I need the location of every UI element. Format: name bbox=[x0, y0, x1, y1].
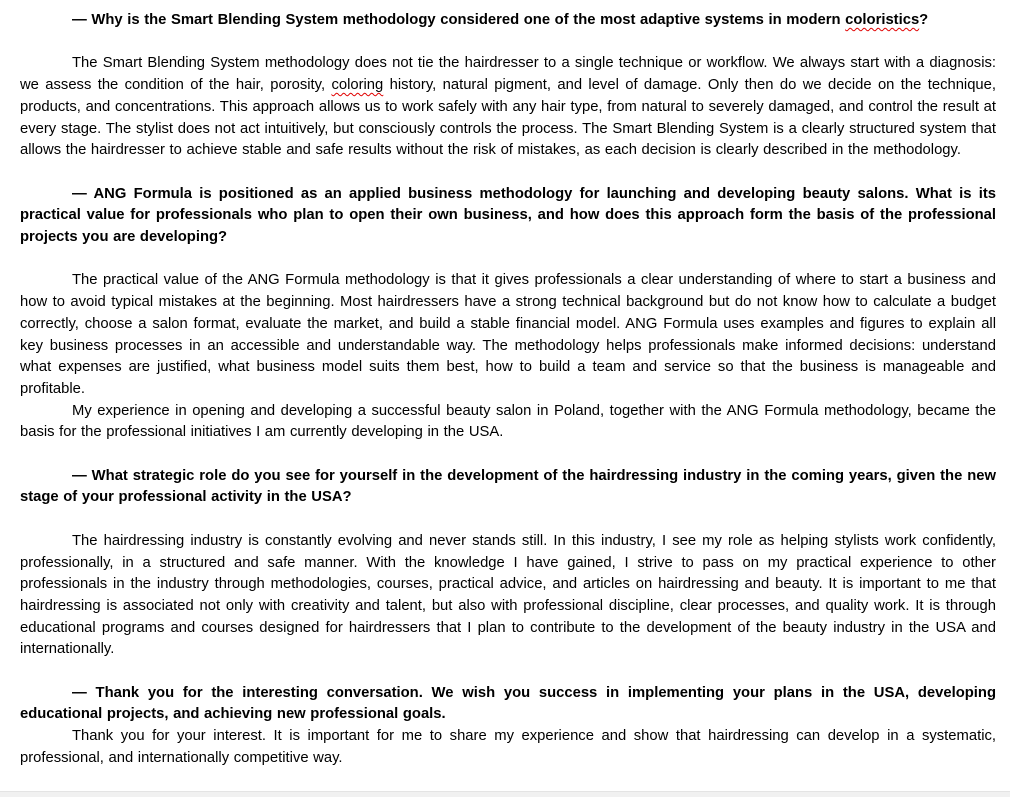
text-run: — Thank you for the interesting conversation. We wish you success in implementing your plans in the USA, developing educational projects, and achieving new professional goals. bbox=[20, 684, 996, 723]
answer-paragraph bbox=[20, 726, 996, 769]
text-run: The Smart Blending System methodology does not tie the hairdresser to a single technique or workflow. We always start with a diagnosis: we assess the condition of the hair, porosity, bbox=[20, 55, 996, 94]
question-paragraph bbox=[20, 683, 996, 726]
text-run: history, natural pigment, and level of damage. Only then do we decide on the technique, products, and concentrations. This approach allows us to work safely with any hair type, from natural to severely damaged, and control the result at every stage. The stylist does not act intuitively, but consciously controls the process. The Smart Blending System is a clearly structured system that allows the hairdresser to achieve stable and safe results without the risk of mistakes, as each decision is clearly described in the methodology. bbox=[20, 77, 997, 159]
question-paragraph bbox=[20, 184, 996, 249]
text-run: The hairdressing industry is constantly evolving and never stands still. In this industry, I see my role as helping stylists work confidently, professionally, in a structured and safe manner. With the knowledge I have gained, I strive to pass on my practical experience to other professionals in the industry through methodologies, courses, practical advice, and articles on hairdressing and beauty. It is important to me that hairdressing is associated not only with creativity and talent, but also with professional discipline, clear processes, and quality work. It is through educational programs and courses designed for hairdressers that I plan to contribute to the development of the beauty industry in the USA and internationally. bbox=[20, 532, 996, 658]
question-paragraph bbox=[20, 466, 996, 509]
spell-error-word: coloristics bbox=[845, 12, 920, 28]
answer-paragraph bbox=[20, 53, 996, 162]
text-run: — ANG Formula is positioned as an applied business methodology for launching and developing beauty salons. What is its practical value for professionals who plan to open their own business, and how does this approach form the basis of the professional projects you are developing? bbox=[20, 185, 996, 245]
text-run: — What strategic role do you see for yourself in the development of the hairdressing industry in the coming years, given the new stage of your professional activity in the USA? bbox=[20, 467, 996, 506]
answer-paragraph bbox=[20, 270, 996, 400]
question-paragraph bbox=[20, 10, 996, 32]
answer-paragraph bbox=[20, 531, 996, 661]
text-run: Thank you for your interest. It is important for me to share my experience and show that hairdressing can develop in a systematic, professional, and internationally competitive way. bbox=[20, 728, 996, 766]
answer-paragraph bbox=[20, 401, 996, 444]
text-run: ? bbox=[919, 12, 929, 28]
spell-error-word: coloring bbox=[331, 77, 384, 94]
text-run: — Why is the Smart Blending System methodology considered one of the most adaptive systems in modern bbox=[72, 12, 846, 28]
text-run: The practical value of the ANG Formula methodology is that it gives professionals a clear understanding of where to start a business and how to avoid typical mistakes at the beginning. Most hairdressers have a strong technical background but do not know how to calculate a budget correctly, choose a salon format, evaluate the market, and build a stable financial model. ANG Formula uses examples and figures to explain all key business processes in an accessible and understandable way. The methodology helps professionals make informed decisions: understand what expenses are justified, what business model suits them best, how to build a team and service so that the business is manageable and profitable. bbox=[20, 272, 996, 397]
page-bottom-edge bbox=[0, 791, 1010, 797]
text-run: My experience in opening and developing a successful beauty salon in Poland, together with the ANG Formula methodology, became the basis for the professional initiatives I am currently developing in the USA. bbox=[20, 402, 996, 441]
